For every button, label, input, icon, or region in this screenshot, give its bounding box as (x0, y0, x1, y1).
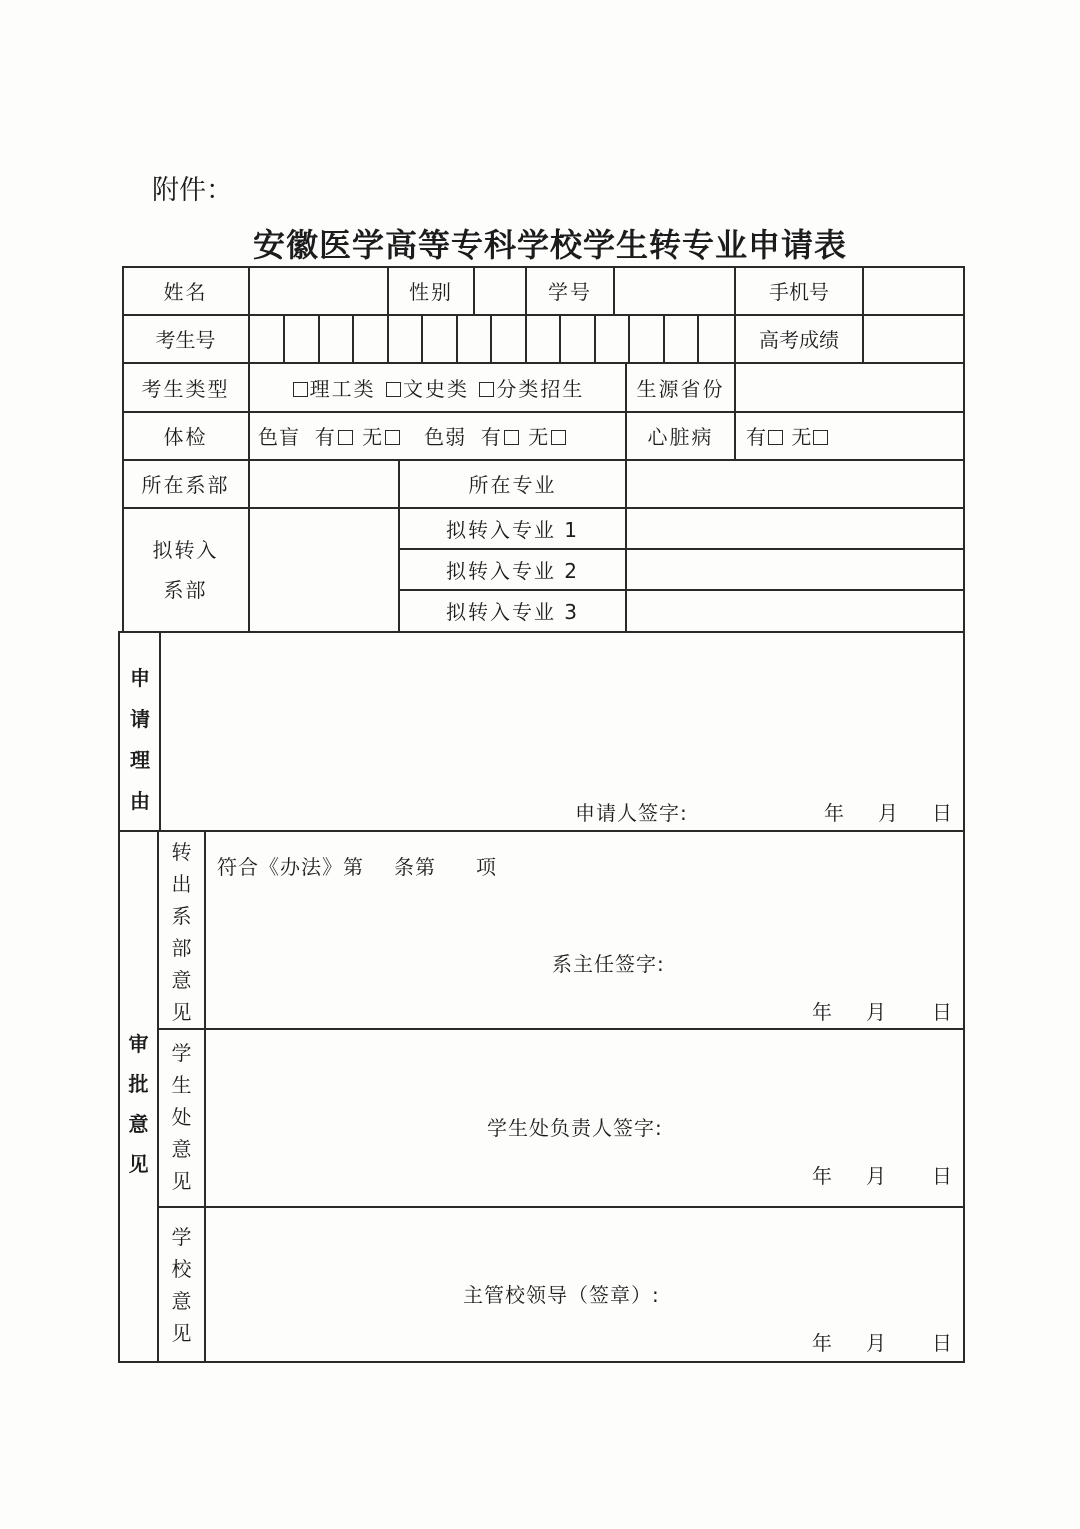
table-line (157, 1206, 965, 1208)
gender-label: 性别 (409, 280, 453, 304)
color-blind-label: 色盲 (258, 425, 300, 449)
student-office-date-day: 日 (932, 1164, 952, 1188)
physical-exam-label: 体检 (163, 425, 208, 449)
target-major-2-label: 拟转入专业 2 (445, 558, 580, 583)
current-major-field[interactable] (627, 460, 963, 507)
current-dept-label: 所在系部 (141, 473, 230, 497)
applicant-signature-label: 申请人签字: (575, 801, 688, 825)
reason-date-month: 月 (878, 801, 898, 825)
option-liberal-arts[interactable]: 文史类 (384, 373, 469, 402)
color-weak-label: 色弱 (424, 425, 467, 449)
checkbox-icon (768, 430, 783, 445)
target-major-1-label: 拟转入专业 1 (445, 517, 580, 542)
gender-field[interactable] (475, 267, 525, 314)
candidate-type-label: 考生类型 (141, 376, 230, 401)
phone-field[interactable] (864, 267, 963, 314)
target-dept-label: 拟转入 系部 (152, 537, 219, 602)
checkbox-icon (385, 430, 400, 445)
current-dept-field[interactable] (250, 460, 398, 507)
out-dept-opinion-label: 转 出 系 部 意 见 (171, 840, 192, 1024)
table-line (118, 1361, 965, 1363)
school-date-year: 年 (812, 1331, 832, 1355)
exam-no-field[interactable] (250, 315, 734, 362)
color-weak-no[interactable]: 无 (528, 421, 568, 450)
checkbox-icon (504, 430, 519, 445)
checkbox-icon (386, 382, 401, 397)
reason-textarea[interactable] (162, 633, 962, 793)
reason-date-year: 年 (824, 801, 844, 825)
table-line (204, 830, 206, 1361)
out-dept-date-month: 月 (866, 1000, 886, 1024)
out-dept-date-year: 年 (812, 1000, 832, 1024)
heart-no[interactable]: 无 (791, 421, 830, 450)
current-major-label: 所在专业 (468, 473, 557, 497)
out-dept-date-day: 日 (932, 1000, 952, 1024)
table-line (248, 411, 250, 459)
school-date-month: 月 (866, 1331, 886, 1355)
checkbox-icon (479, 382, 494, 397)
phone-label: 手机号 (769, 280, 829, 304)
student-office-signature-label: 学生处负责人签字: (487, 1116, 663, 1140)
color-weak-yes[interactable]: 有 (481, 421, 521, 450)
school-leader-signature-label: 主管校领导（签章）: (463, 1283, 660, 1307)
option-science[interactable]: 理工类 (291, 373, 376, 402)
checkbox-icon (338, 430, 353, 445)
checkbox-icon (813, 430, 828, 445)
target-major-2-field[interactable] (627, 549, 963, 589)
student-office-date-month: 月 (866, 1164, 886, 1188)
table-border-right (963, 266, 965, 1362)
target-major-3-label: 拟转入专业 3 (445, 600, 580, 624)
attachment-label: 附件： (152, 175, 233, 206)
reason-label: 申 请 理 由 (130, 666, 150, 813)
student-office-date-year: 年 (812, 1164, 832, 1188)
student-office-opinion-label: 学 生 处 意 见 (171, 1041, 192, 1193)
school-date-day: 日 (932, 1331, 952, 1355)
checkbox-icon (551, 430, 566, 445)
reason-date-day: 日 (932, 801, 952, 825)
exam-no-label: 考生号 (155, 328, 216, 352)
name-field[interactable] (250, 267, 387, 314)
table-line (734, 411, 736, 459)
target-dept-field[interactable] (250, 508, 398, 631)
province-label: 生源省份 (636, 376, 725, 401)
heart-check-group (746, 412, 963, 459)
color-blind-no[interactable]: 无 (362, 421, 402, 450)
gaokao-score-field[interactable] (864, 315, 963, 362)
name-label: 姓名 (163, 280, 208, 304)
target-major-1-field[interactable] (627, 508, 963, 548)
vision-check-group (258, 412, 625, 459)
heart-yes[interactable]: 有 (746, 421, 785, 450)
checkbox-icon (293, 382, 308, 397)
heart-disease-label: 心脏病 (647, 425, 714, 449)
student-no-field[interactable] (615, 267, 734, 314)
color-blind-yes[interactable]: 有 (315, 421, 355, 450)
target-major-3-field[interactable] (627, 590, 963, 631)
dept-head-signature-label: 系主任签字: (552, 952, 665, 976)
gaokao-score-label: 高考成绩 (759, 328, 839, 352)
school-opinion-label: 学 校 意 见 (171, 1225, 192, 1345)
form-title: 安徽医学高等专科学校学生转专业申请表 (252, 226, 847, 264)
candidate-type-options (250, 363, 625, 411)
option-classified-enrollment[interactable]: 分类招生 (477, 373, 584, 402)
approval-label: 审 批 意 见 (128, 1032, 149, 1176)
clause-text: 符合《办法》第 条第 项 (217, 855, 497, 879)
table-line (157, 1028, 965, 1030)
student-no-label: 学号 (548, 280, 592, 304)
province-field[interactable] (736, 363, 963, 411)
table-line (118, 830, 965, 832)
